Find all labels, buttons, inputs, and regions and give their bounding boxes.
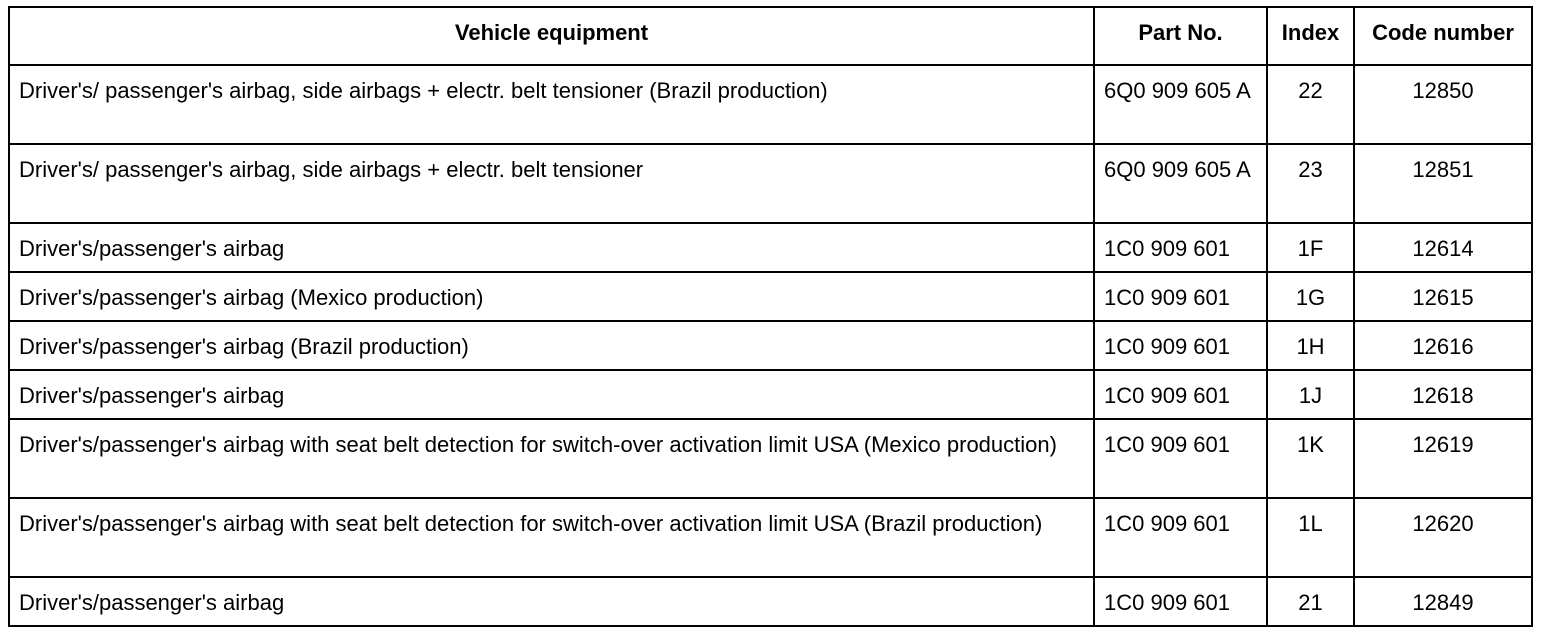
cell-part-no: 1C0 909 601 <box>1094 577 1267 626</box>
cell-code-number: 12849 <box>1354 577 1532 626</box>
cell-equipment: Driver's/passenger's airbag (Mexico production) <box>9 272 1094 321</box>
equipment-table-container <box>8 6 1533 627</box>
cell-code-number: 12851 <box>1354 144 1532 223</box>
cell-index: 23 <box>1267 144 1354 223</box>
table-row <box>9 370 1532 419</box>
table-row <box>9 321 1532 370</box>
cell-code-number: 12619 <box>1354 419 1532 498</box>
cell-code-number: 12615 <box>1354 272 1532 321</box>
cell-index: 1H <box>1267 321 1354 370</box>
cell-part-no: 1C0 909 601 <box>1094 321 1267 370</box>
cell-equipment: Driver's/passenger's airbag <box>9 370 1094 419</box>
cell-index: 1G <box>1267 272 1354 321</box>
cell-part-no: 1C0 909 601 <box>1094 419 1267 498</box>
cell-index: 1J <box>1267 370 1354 419</box>
cell-part-no: 1C0 909 601 <box>1094 223 1267 272</box>
cell-equipment: Driver's/ passenger's airbag, side airbags + electr. belt tensioner <box>9 144 1094 223</box>
cell-part-no: 1C0 909 601 <box>1094 370 1267 419</box>
cell-equipment: Driver's/passenger's airbag (Brazil production) <box>9 321 1094 370</box>
cell-equipment: Driver's/passenger's airbag with seat belt detection for switch-over activation limit USA (Brazil production) <box>9 498 1094 577</box>
cell-index: 1L <box>1267 498 1354 577</box>
cell-equipment: Driver's/passenger's airbag with seat belt detection for switch-over activation limit USA (Mexico production) <box>9 419 1094 498</box>
header-part-no: Part No. <box>1094 7 1267 65</box>
table-row <box>9 577 1532 626</box>
cell-code-number: 12616 <box>1354 321 1532 370</box>
cell-code-number: 12618 <box>1354 370 1532 419</box>
table-row <box>9 419 1532 498</box>
cell-code-number: 12620 <box>1354 498 1532 577</box>
header-code-number: Code number <box>1354 7 1532 65</box>
cell-part-no: 1C0 909 601 <box>1094 498 1267 577</box>
table-row <box>9 144 1532 223</box>
cell-equipment: Driver's/ passenger's airbag, side airbags + electr. belt tensioner (Brazil production) <box>9 65 1094 144</box>
cell-part-no: 1C0 909 601 <box>1094 272 1267 321</box>
cell-code-number: 12614 <box>1354 223 1532 272</box>
header-index: Index <box>1267 7 1354 65</box>
equipment-table <box>8 6 1533 627</box>
table-row <box>9 272 1532 321</box>
cell-index: 1F <box>1267 223 1354 272</box>
cell-equipment: Driver's/passenger's airbag <box>9 223 1094 272</box>
table-row <box>9 498 1532 577</box>
header-vehicle-equipment: Vehicle equipment <box>9 7 1094 65</box>
cell-code-number: 12850 <box>1354 65 1532 144</box>
cell-index: 1K <box>1267 419 1354 498</box>
cell-part-no: 6Q0 909 605 A <box>1094 144 1267 223</box>
cell-index: 21 <box>1267 577 1354 626</box>
table-row <box>9 223 1532 272</box>
cell-index: 22 <box>1267 65 1354 144</box>
table-row <box>9 65 1532 144</box>
cell-equipment: Driver's/passenger's airbag <box>9 577 1094 626</box>
cell-part-no: 6Q0 909 605 A <box>1094 65 1267 144</box>
table-header-row <box>9 7 1532 65</box>
